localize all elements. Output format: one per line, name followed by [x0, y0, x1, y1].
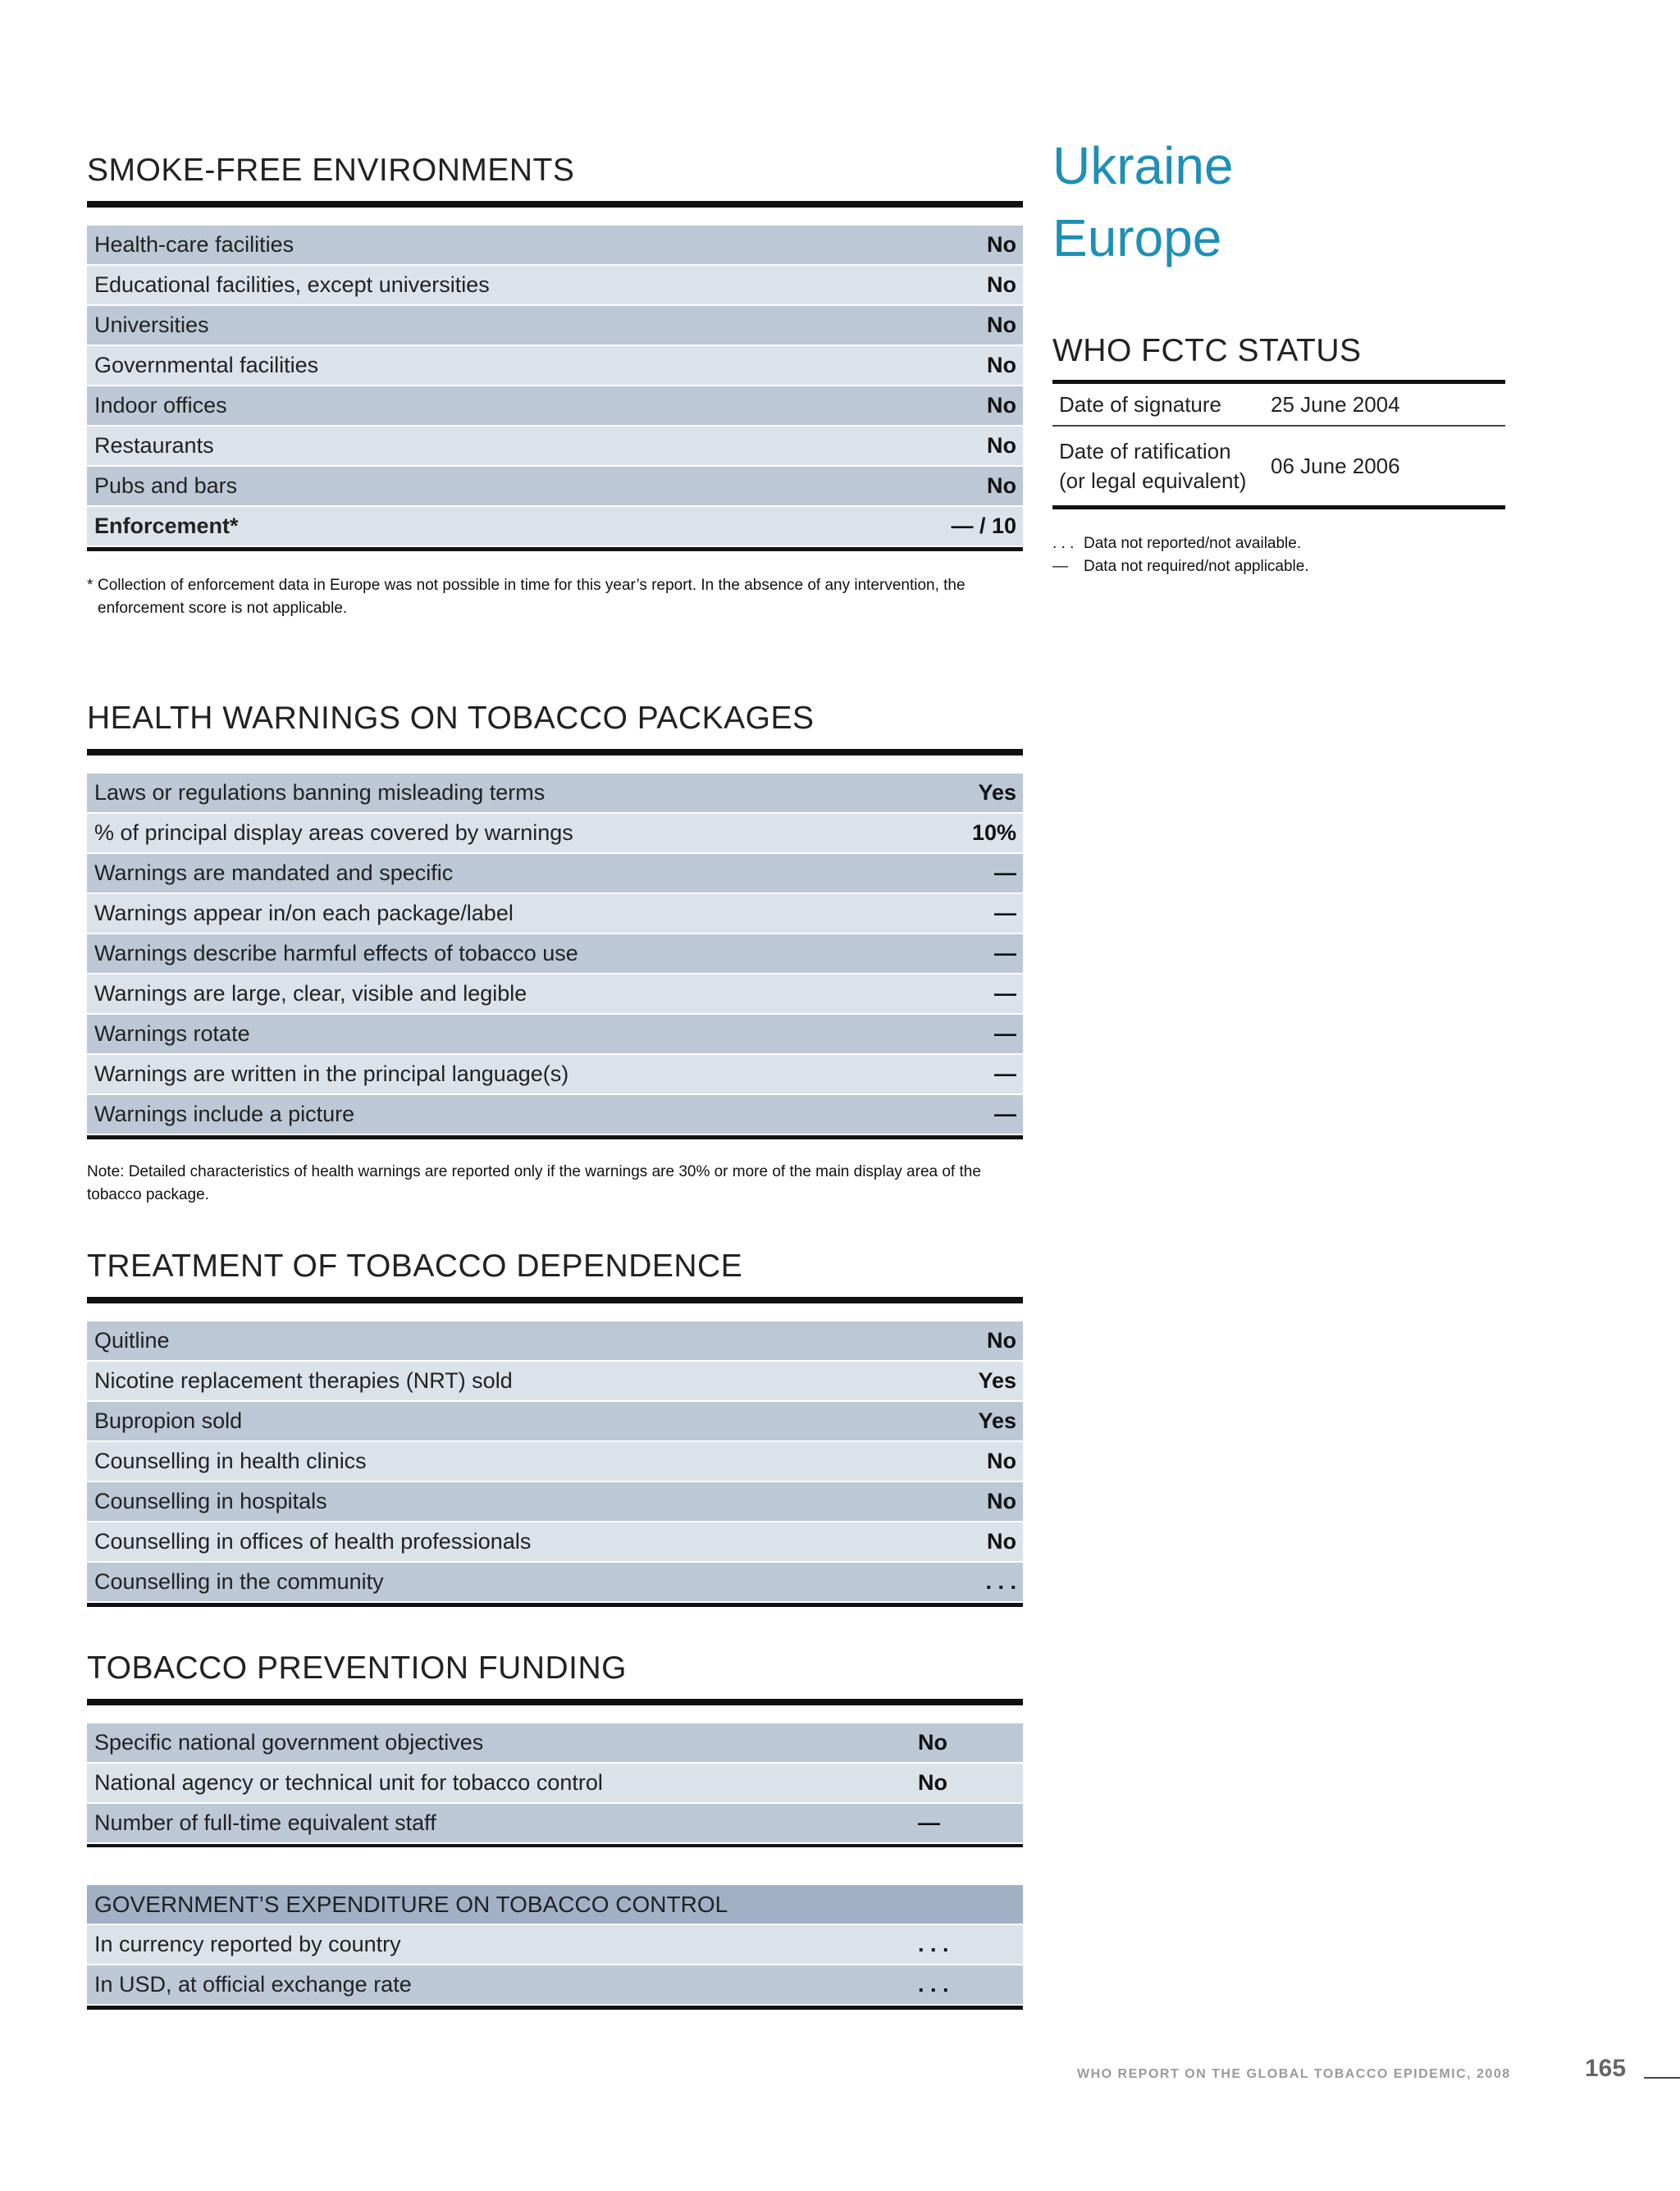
table-row	[87, 306, 1023, 346]
table-row	[87, 1321, 1023, 1362]
table-row	[87, 1723, 1023, 1764]
row-label: National agency or technical unit for tobacco control	[94, 1770, 603, 1795]
row-label: Universities	[94, 313, 209, 337]
health-warnings-top-rule	[87, 749, 1023, 755]
row-value: No	[987, 272, 1016, 297]
smoke-free-bottom-rule	[87, 547, 1023, 551]
enforcement-row	[87, 507, 1023, 547]
row-label: Quitline	[94, 1328, 170, 1353]
health-warnings-bottom-rule	[87, 1135, 1023, 1139]
legend-item	[1052, 532, 1505, 555]
table-row	[87, 467, 1023, 507]
ratification-row	[1052, 427, 1505, 505]
row-value: Yes	[978, 1408, 1016, 1433]
row-value: No	[987, 353, 1016, 377]
row-value: —	[994, 981, 1016, 1006]
table-row	[87, 346, 1023, 386]
table-row	[87, 774, 1023, 814]
funding-top-rule	[87, 1699, 1023, 1705]
row-label: Warnings rotate	[94, 1021, 250, 1046]
row-label: Educational facilities, except universities	[94, 272, 490, 297]
row-label: Restaurants	[94, 433, 214, 458]
row-value: No	[987, 1529, 1016, 1554]
table-row	[87, 1402, 1023, 1442]
expenditure-header-label: GOVERNMENT’S EXPENDITURE ON TOBACCO CONTROL	[94, 1891, 728, 1917]
table-row	[87, 854, 1023, 894]
health-warnings-title: HEALTH WARNINGS ON TOBACCO PACKAGES	[87, 701, 815, 736]
treatment-title: TREATMENT OF TOBACCO DEPENDENCE	[87, 1248, 743, 1284]
table-row	[87, 1362, 1023, 1402]
table-row	[87, 386, 1023, 427]
row-value: No	[987, 313, 1016, 337]
row-value: No	[987, 1328, 1016, 1353]
table-row	[87, 1804, 1023, 1844]
smoke-free-title: SMOKE-FREE ENVIRONMENTS	[87, 153, 575, 188]
row-value: No	[987, 433, 1016, 458]
row-value: . . .	[985, 1569, 1016, 1594]
table-row	[87, 226, 1023, 266]
table-row	[87, 266, 1023, 306]
row-value: —	[994, 901, 1016, 925]
signature-row	[1052, 384, 1505, 425]
treatment-table	[87, 1321, 1023, 1603]
row-label: % of principal display areas covered by warnings	[94, 820, 573, 845]
row-label: Warnings appear in/on each package/label	[94, 901, 514, 925]
funding-table	[87, 1723, 1023, 1844]
footnote-text: Collection of enforcement data in Europe was not possible in time for this year’s report. In the absence of any intervention, the enforcement score is not applicable.	[98, 577, 966, 617]
row-value: —	[918, 1810, 940, 1835]
legend-text: Data not reported/not available.	[1084, 535, 1302, 552]
row-value: No	[987, 1449, 1016, 1473]
row-label: Indoor offices	[94, 393, 227, 418]
row-value: —	[994, 1102, 1016, 1126]
ratification-label	[1052, 436, 1271, 495]
row-label: In currency reported by country	[94, 1932, 401, 1956]
smoke-free-top-rule	[87, 201, 1023, 208]
region-name: Europe	[1052, 208, 1222, 267]
table-row	[87, 1482, 1023, 1522]
treatment-section	[87, 1250, 1023, 1607]
smoke-free-section	[87, 154, 1023, 620]
table-row	[87, 1563, 1023, 1603]
legend-text: Data not required/not applicable.	[1084, 558, 1309, 575]
row-label: Specific national government objectives	[94, 1730, 484, 1755]
ratification-label-line2: (or legal equivalent)	[1059, 468, 1247, 493]
ratification-label-line1: Date of ratification	[1059, 439, 1231, 463]
country-header	[1052, 130, 1505, 274]
treatment-top-rule	[87, 1297, 1023, 1303]
row-value: Yes	[978, 1368, 1016, 1393]
table-row	[87, 1442, 1023, 1482]
expenditure-table	[87, 1885, 1023, 2006]
signature-value: 25 June 2004	[1271, 391, 1400, 417]
row-label: Warnings are large, clear, visible and legible	[94, 981, 527, 1006]
row-value: —	[994, 1061, 1016, 1086]
report-footer: WHO REPORT ON THE GLOBAL TOBACCO EPIDEMIC, 2008	[1077, 2067, 1511, 2081]
signature-label: Date of signature	[1059, 391, 1222, 417]
health-warnings-note: Note: Detailed characteristics of health warnings are reported only if the warnings are 30% or more of the main display area of the tobacco package.	[87, 1163, 981, 1203]
table-row	[87, 1522, 1023, 1563]
legend-symbol: . . .	[1052, 535, 1075, 552]
country-name: Ukraine	[1052, 136, 1234, 195]
fctc-status-section	[1052, 335, 1505, 578]
row-label: Counselling in hospitals	[94, 1489, 327, 1513]
row-label: Governmental facilities	[94, 353, 319, 377]
row-value: No	[918, 1730, 947, 1755]
row-label: Bupropion sold	[94, 1408, 243, 1433]
row-label: In USD, at official exchange rate	[94, 1972, 412, 1997]
fctc-status-title: WHO FCTC STATUS	[1052, 333, 1362, 368]
table-row	[87, 1925, 1023, 1965]
row-value: No	[987, 1489, 1016, 1513]
table-row	[87, 1095, 1023, 1135]
smoke-free-table	[87, 226, 1023, 547]
table-row	[87, 975, 1023, 1015]
row-label: Enforcement*	[94, 514, 239, 538]
health-warnings-section	[87, 702, 1023, 1207]
funding-section	[87, 1652, 1023, 2010]
ratification-value: 06 June 2006	[1271, 453, 1400, 478]
row-value: —	[994, 860, 1016, 885]
treatment-bottom-rule	[87, 1603, 1023, 1607]
expenditure-bottom-rule	[87, 2006, 1023, 2010]
row-label: Warnings are mandated and specific	[94, 860, 454, 885]
table-row	[87, 1965, 1023, 2006]
table-row	[87, 814, 1023, 854]
row-label: Health-care facilities	[94, 232, 294, 257]
row-value: —	[994, 941, 1016, 965]
expenditure-header	[87, 1885, 1023, 1925]
row-value: No	[987, 393, 1016, 418]
legend	[1052, 532, 1505, 578]
row-label: Counselling in offices of health professionals	[94, 1529, 532, 1554]
funding-title: TOBACCO PREVENTION FUNDING	[87, 1650, 628, 1686]
legend-symbol: —	[1052, 558, 1068, 575]
footnote-marker: *	[87, 577, 94, 594]
row-label: Warnings include a picture	[94, 1102, 355, 1126]
row-label: Counselling in health clinics	[94, 1449, 367, 1473]
row-label: Counselling in the community	[94, 1569, 384, 1594]
row-value: Yes	[978, 780, 1016, 805]
row-value: 10%	[971, 820, 1016, 845]
row-label: Pubs and bars	[94, 473, 238, 498]
table-row	[87, 1055, 1023, 1095]
row-value: — / 10	[951, 514, 1016, 538]
page-number: 165	[1585, 2055, 1627, 2082]
row-value: —	[994, 1021, 1016, 1046]
health-warnings-table	[87, 774, 1023, 1135]
table-row	[87, 427, 1023, 467]
table-row	[87, 894, 1023, 934]
fctc-bottom-rule	[1052, 505, 1505, 509]
row-label: Warnings are written in the principal language(s)	[94, 1061, 569, 1086]
row-value: No	[987, 232, 1016, 257]
table-row	[87, 934, 1023, 975]
row-value: No	[987, 473, 1016, 498]
row-label: Warnings describe harmful effects of tobacco use	[94, 941, 578, 965]
table-row	[87, 1764, 1023, 1804]
row-label: Number of full-time equivalent staff	[94, 1810, 436, 1835]
funding-bottom-rule	[87, 1844, 1023, 1847]
legend-item	[1052, 555, 1505, 578]
row-value: . . .	[918, 1932, 949, 1956]
page-number-line	[1644, 2077, 1680, 2079]
row-value: . . .	[918, 1972, 949, 1997]
row-value: No	[918, 1770, 947, 1795]
row-label: Laws or regulations banning misleading terms	[94, 780, 546, 805]
smoke-free-footnote	[87, 574, 1023, 620]
table-row	[87, 1015, 1023, 1055]
row-label: Nicotine replacement therapies (NRT) sold	[94, 1368, 513, 1393]
